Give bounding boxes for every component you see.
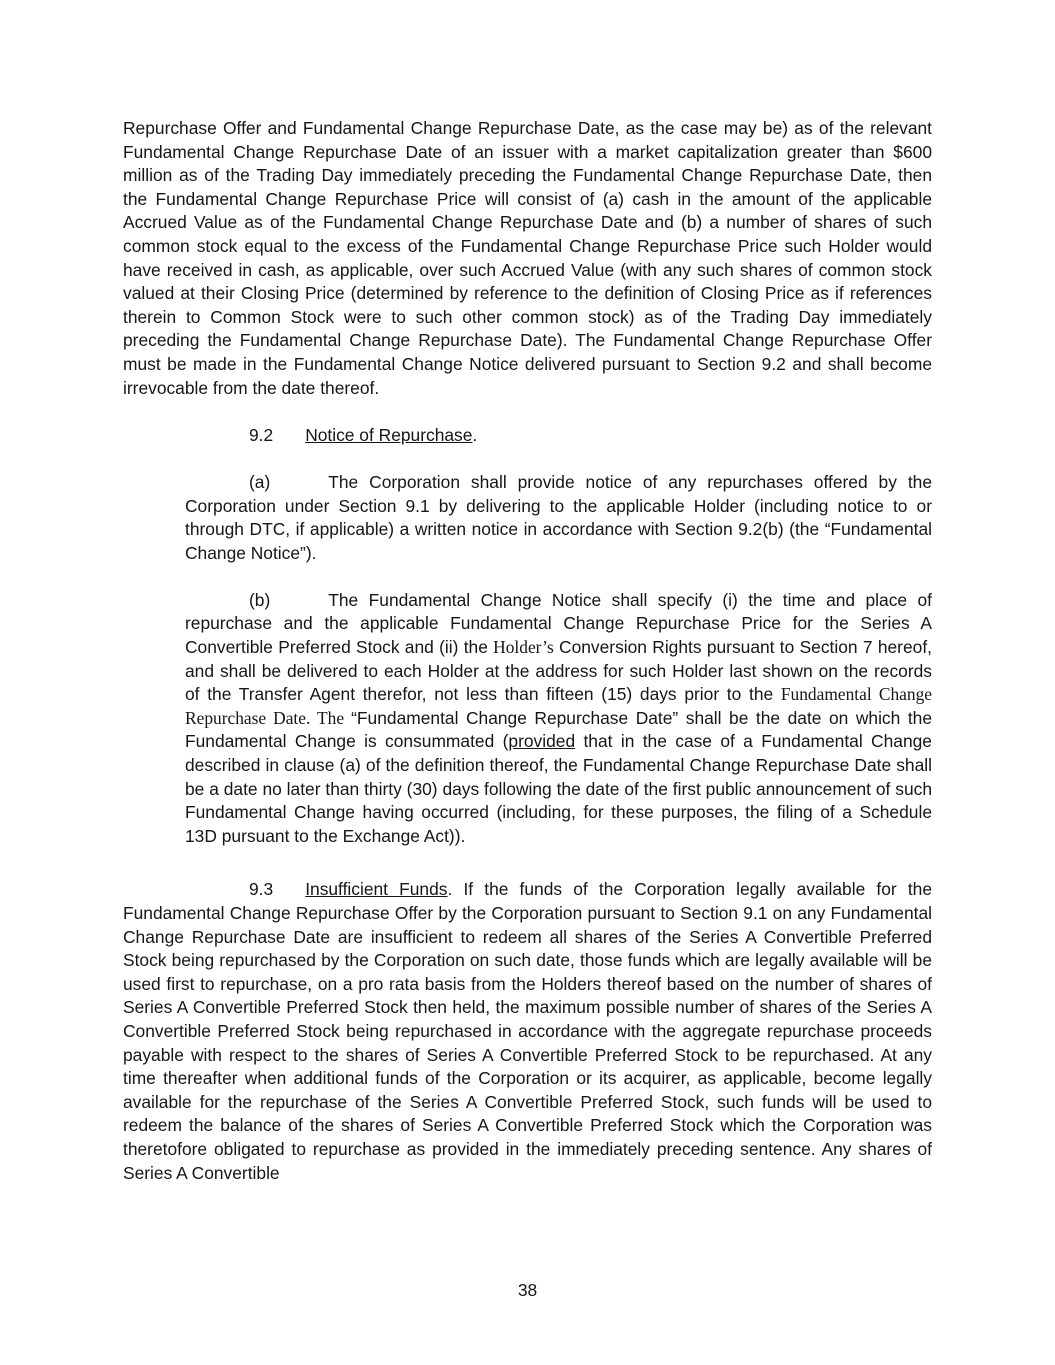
paragraph-9-2-b-seg1: The Fundamental Change Notice shall specify (i) the time and place of repurchase and the applicable Fundamental Change Repurchase Price for the Series A Convertible Preferred Stock and (ii) the: [185, 589, 932, 658]
paragraph-9-2-b: [185, 589, 932, 849]
section-number-9-2: 9.2: [249, 424, 274, 445]
paragraph-continuation: [123, 117, 932, 400]
text-block: [123, 117, 932, 1185]
paragraph-continuation-text: Repurchase Offer and Fundamental Change Repurchase Date, as the case may be) as of the relevant Fundamental Change Repurchase Date of an issuer with a market capitalization greater than $600 million as of the Trading Day immediately preceding the Fundamental Change Repurchase Date, then the Fundamental Change Repurchase Price will consist of (a) cash in the amount of the applicable Accrued Value as of the Fundamental Change Repurchase Date and (b) a number of shares of such common stock equal to the excess of the Fundamental Change Repurchase Price such Holder would have received in cash, as applicable, over such Accrued Value (with any such shares of common stock valued at their Closing Price (determined by reference to the definition of Closing Price as if references therein to Common Stock were to such other common stock) as of the Trading Day immediately preceding the Fundamental Change Repurchase Date). The Fundamental Change Repurchase Offer must be made in the Fundamental Change Notice delivered pursuant to Section 9.2 and shall become irrevocable from the date thereof.: [123, 118, 932, 398]
section-title-9-2: Notice of Repurchase: [305, 424, 473, 445]
section-title-9-3: Insufficient Funds: [305, 879, 448, 900]
section-title-period: .: [472, 424, 478, 445]
paragraph-9-2-a-text: The Corporation shall provide notice of any repurchases offered by the Corporation under Section 9.1 by delivering to the applicable Holder (including notice to or through DTC, if applicable) a written notice in accordance with Section 9.2(b) (the “Fundamental Change Notice”).: [185, 471, 932, 563]
clause-label-a: (a): [249, 471, 271, 492]
serif-run-fcrd: Fundamental Change Repurchase Date. The: [185, 684, 932, 728]
serif-run-holders: Holder’s: [493, 637, 554, 658]
page-number: 38: [517, 1280, 538, 1300]
paragraph-9-2-b-seg5: “Fundamental Change Repurchase Date” shall be the date on which the Fundamental Change is consummated (: [185, 707, 932, 752]
paragraph-9-2-b-seg3: Conversion Rights pursuant to Section 7 hereof, and shall be delivered to each Holder at the address for such Holder last shown on the records of the Transfer Agent therefor, not less than fifteen (15) days prior to the: [185, 637, 932, 705]
underlined-term-provided: provided: [508, 731, 576, 752]
paragraph-9-2-a: [185, 471, 932, 565]
paragraph-9-2-b-seg7: that in the case of a Fundamental Change described in clause (a) of the definition thereof, the Fundamental Change Repurchase Date shall be a date no later than thirty (30) days following the date of the first public announcement of such Fundamental Change having occurred (including, for these purposes, the filing of a Schedule 13D pursuant to the Exchange Act)).: [185, 731, 932, 846]
paragraph-9-3-text: . If the funds of the Corporation legally available for the Fundamental Change Repurchase Offer by the Corporation pursuant to Section 9.1 on any Fundamental Change Repurchase Date are insufficient to redeem all shares of the Series A Convertible Preferred Stock being repurchased by the Corporation on such date, those funds which are legally available will be used first to repurchase, on a pro rata basis from the Holders thereof based on the number of shares of Series A Convertible Preferred Stock then held, the maximum possible number of shares of the Series A Convertible Preferred Stock being repurchased in accordance with the aggregate repurchase proceeds payable with respect to the shares of Series A Convertible Preferred Stock to be repurchased. At any time thereafter when additional funds of the Corporation or its acquirer, as applicable, become legally available for the repurchase of the Series A Convertible Preferred Stock, such funds will be used to redeem the balance of the shares of Series A Convertible Preferred Stock which the Corporation was theretofore obligated to repurchase as provided in the immediately preceding sentence. Any shares of Series A Convertible: [123, 879, 933, 1183]
section-heading-9-2: [123, 424, 932, 448]
clause-label-b: (b): [249, 589, 271, 610]
paragraph-9-3: [123, 878, 932, 1185]
section-number-9-3: 9.3: [249, 879, 274, 900]
